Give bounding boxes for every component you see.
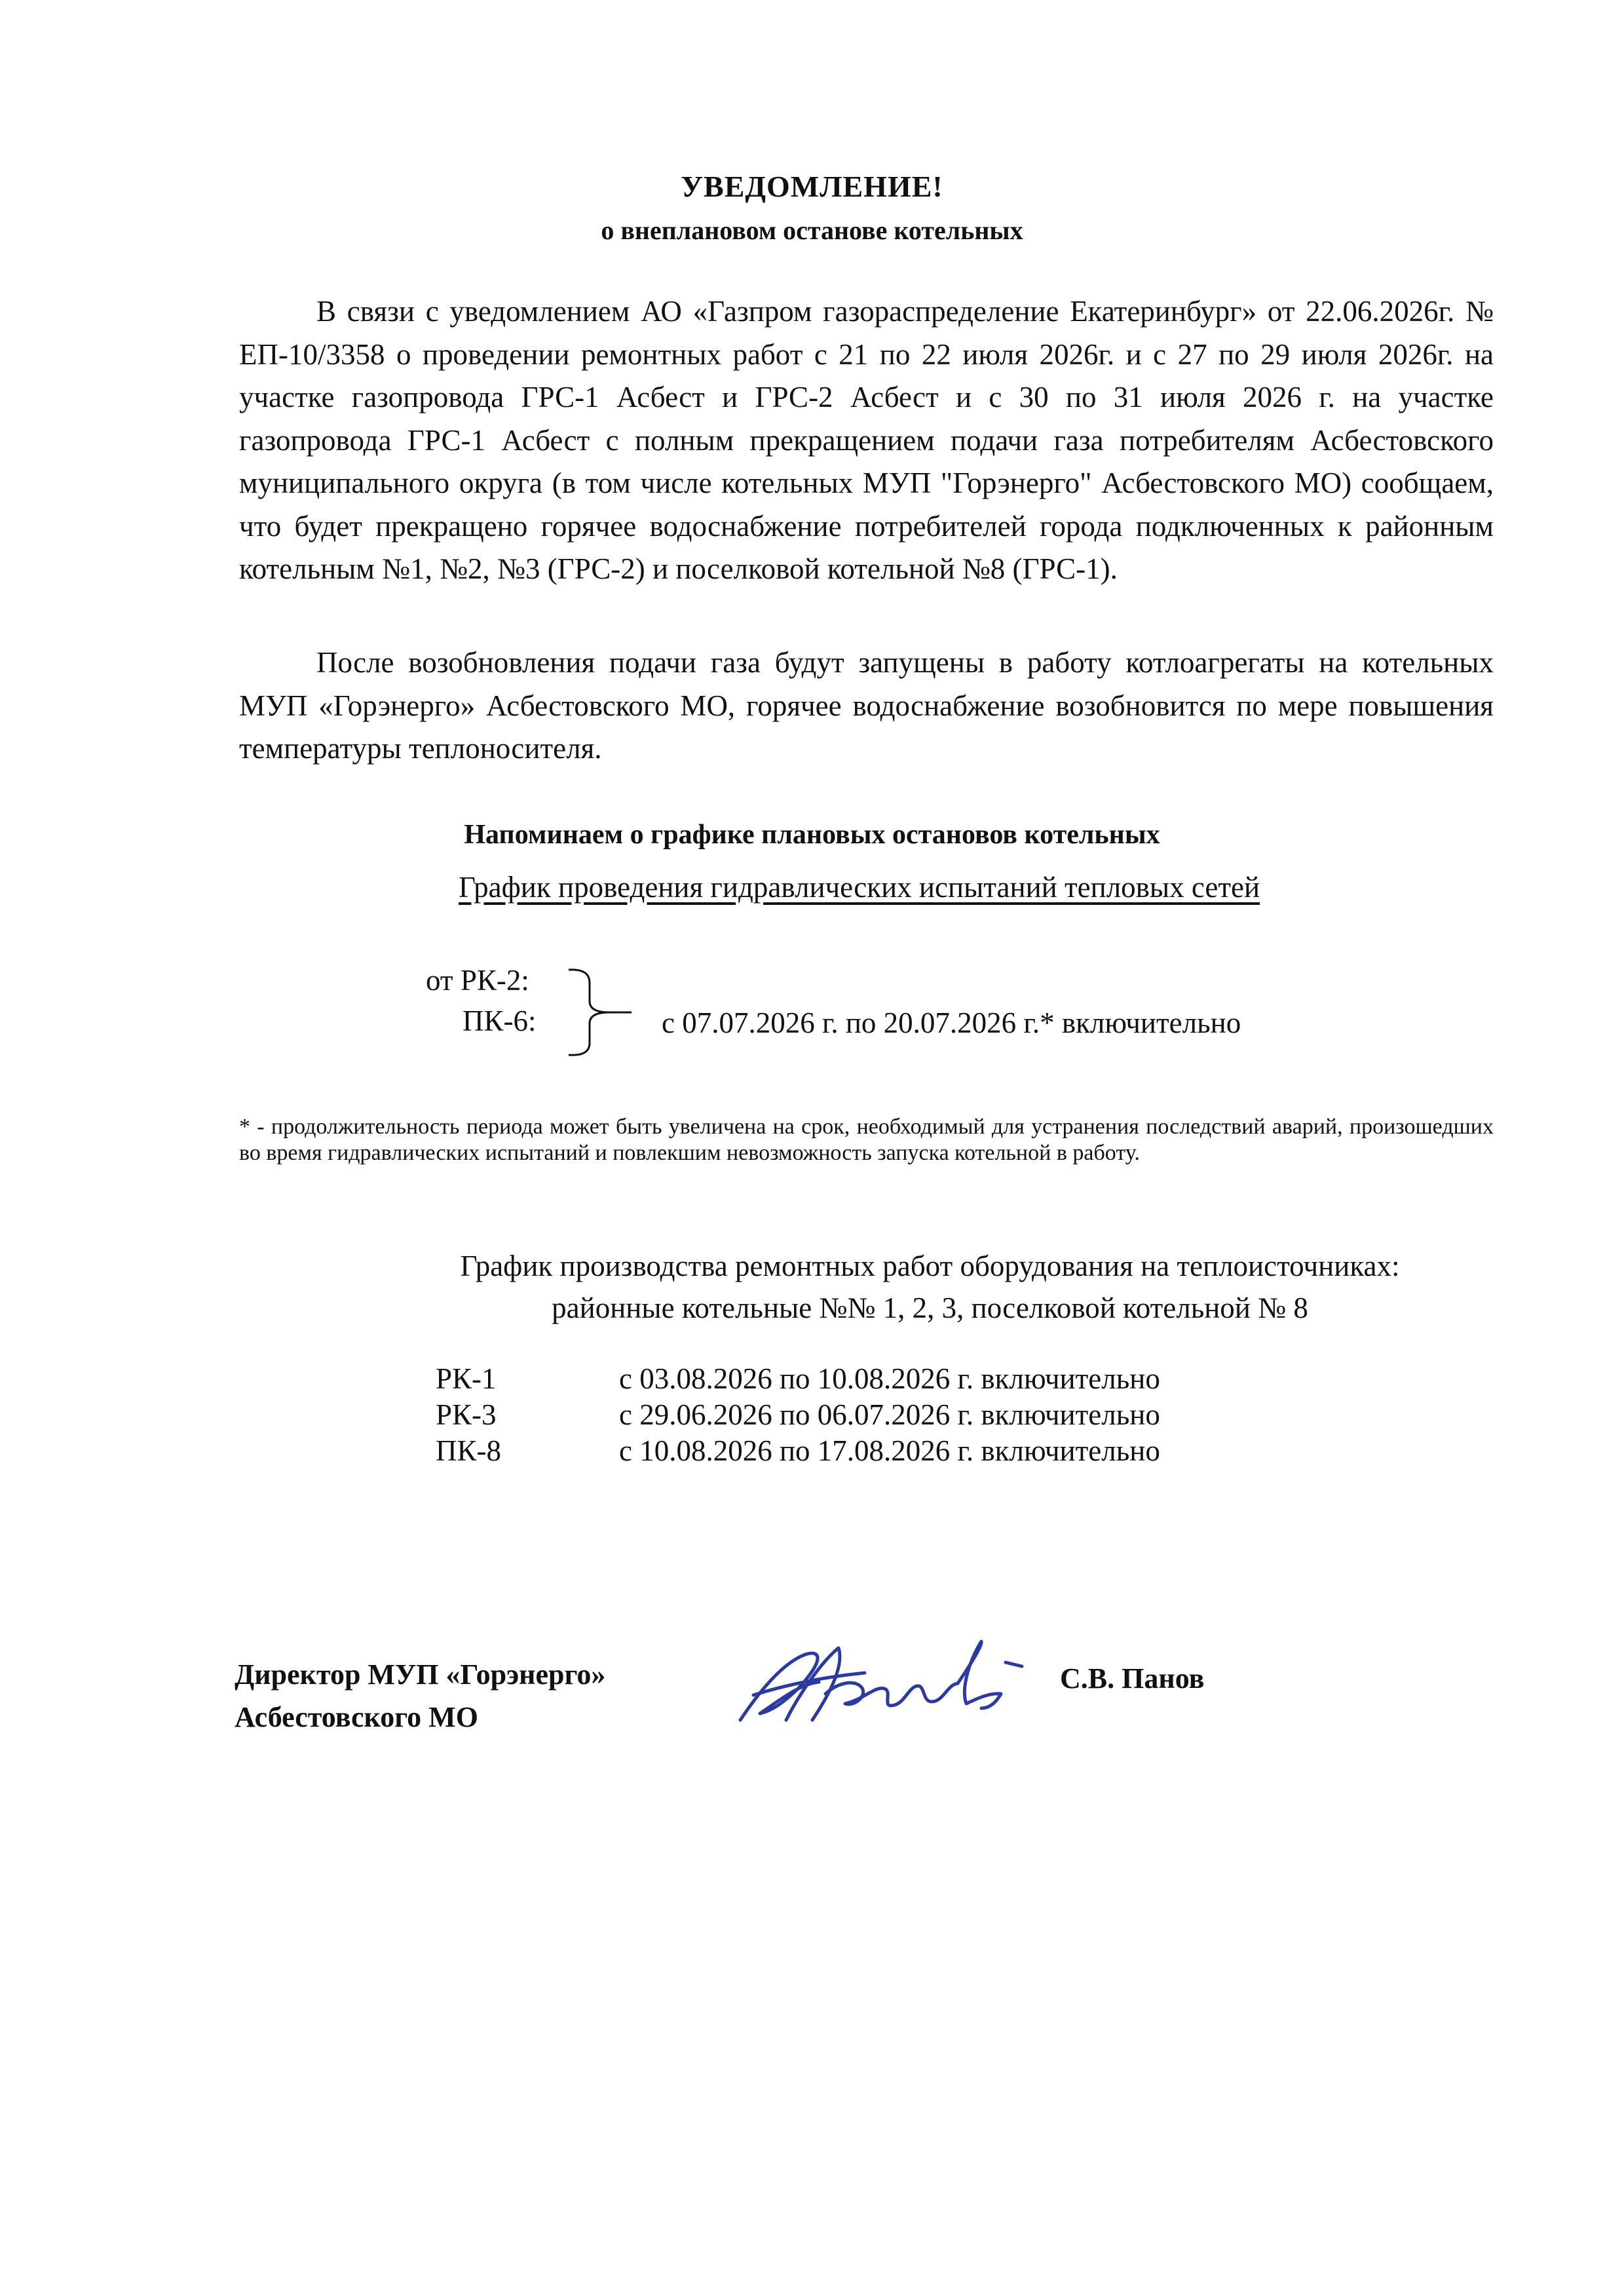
hydro-period: с 07.07.2026 г. по 20.07.2026 г.* включительно [662, 1006, 1241, 1039]
notice-title: УВЕДОМЛЕНИЕ! [681, 170, 943, 203]
repair-period: с 29.06.2026 по 06.07.2026 г. включительно [619, 1398, 1160, 1431]
hydro-from-label: от РК-2: [426, 964, 529, 997]
notice-paragraph-1: В связи с уведомлением АО «Газпром газораспределение Екатеринбург» от 22.06.2026г. № ЕП-10/3358 о проведении ремонтных работ с 21 по 22 июля 2026г. и с 27 по 29 июля 2026г. на участке газопровода ГРС-1 Асбест и ГРС-2 Асбест и с 30 по 31 июля 2026 г. на участке газопровода ГРС-1 Асбест с полным прекращением подачи газа потребителям Асбестовского муниципального округа (в том числе котельных МУП "Горэнерго" Асбестовского МО) сообщаем, что будет прекращено горячее водоснабжение потребителей города подключенных к районным котельным №1, №2, №3 (ГРС-2) и поселковой котельной №8 (ГРС-1). [239, 295, 1494, 585]
schedule-row [0, 1434, 1624, 1473]
notice-subtitle: о внеплановом останове котельных [601, 216, 1023, 245]
repair-schedule-title-line1: График производства ремонтных работ оборудования на теплоисточниках: [460, 1250, 1400, 1282]
signer-position-line2: Асбестовского МО [235, 1701, 478, 1733]
curly-brace-icon [563, 963, 635, 1062]
signer-position-line1: Директор МУП «Горэнерго» [235, 1658, 606, 1691]
repair-period: с 10.08.2026 по 17.08.2026 г. включительно [619, 1434, 1160, 1467]
hydro-tests-title: График проведения гидравлических испытаний тепловых сетей [459, 871, 1260, 904]
signer-name: С.В. Панов [1060, 1662, 1205, 1694]
repair-period: с 03.08.2026 по 10.08.2026 г. включительно [619, 1362, 1160, 1395]
schedule-row [0, 1362, 1624, 1401]
reminder-heading: Напоминаем о графике плановых остановов котельных [464, 820, 1160, 850]
notice-paragraph-2: После возобновления подачи газа будут запущены в работу котлоагрегаты на котельных МУП «Горэнерго» Асбестовского МО, горячее водоснабжение возобновится по мере повышения температуры теплоносителя. [239, 646, 1494, 765]
hydro-pk6-label: ПК-6: [463, 1004, 537, 1037]
repair-schedule-title-line2: районные котельные №№ 1, 2, 3, поселковой котельной № 8 [552, 1292, 1308, 1324]
footnote: * - продолжительность периода может быть увеличена на срок, необходимый для устранения последствий аварий, произошедших во время гидравлических испытаний и повлекшим невозможность запуска котельной в работу. [239, 1115, 1494, 1165]
handwritten-signature [714, 1622, 1081, 1753]
boiler-code: РК-3 [436, 1398, 497, 1431]
boiler-code: РК-1 [436, 1362, 497, 1395]
boiler-code: ПК-8 [436, 1434, 501, 1467]
schedule-row [0, 1398, 1624, 1437]
